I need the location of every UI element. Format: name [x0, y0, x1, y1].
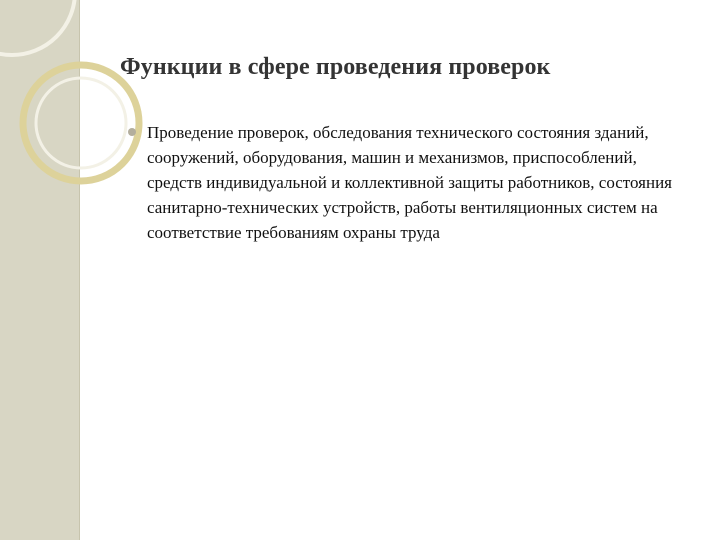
bullet-item [128, 120, 678, 245]
decorative-circle-top [0, 0, 75, 55]
bullet-icon [128, 128, 136, 136]
decorative-ring-inner [36, 78, 126, 168]
decorative-ring-outer [23, 65, 139, 181]
slide-title: Функции в сфере проведения проверок [120, 54, 551, 80]
bullet-text: Проведение проверок, обследования технического состояния зданий, сооружений, оборудования, машин и механизмов, приспособлений, средств индивидуальной и коллективной защиты работников, состояния санитарно-технических устройств, работы вентиляционных систем на соответствие требованиям охраны труда [147, 123, 672, 242]
bullet-list [128, 120, 678, 245]
